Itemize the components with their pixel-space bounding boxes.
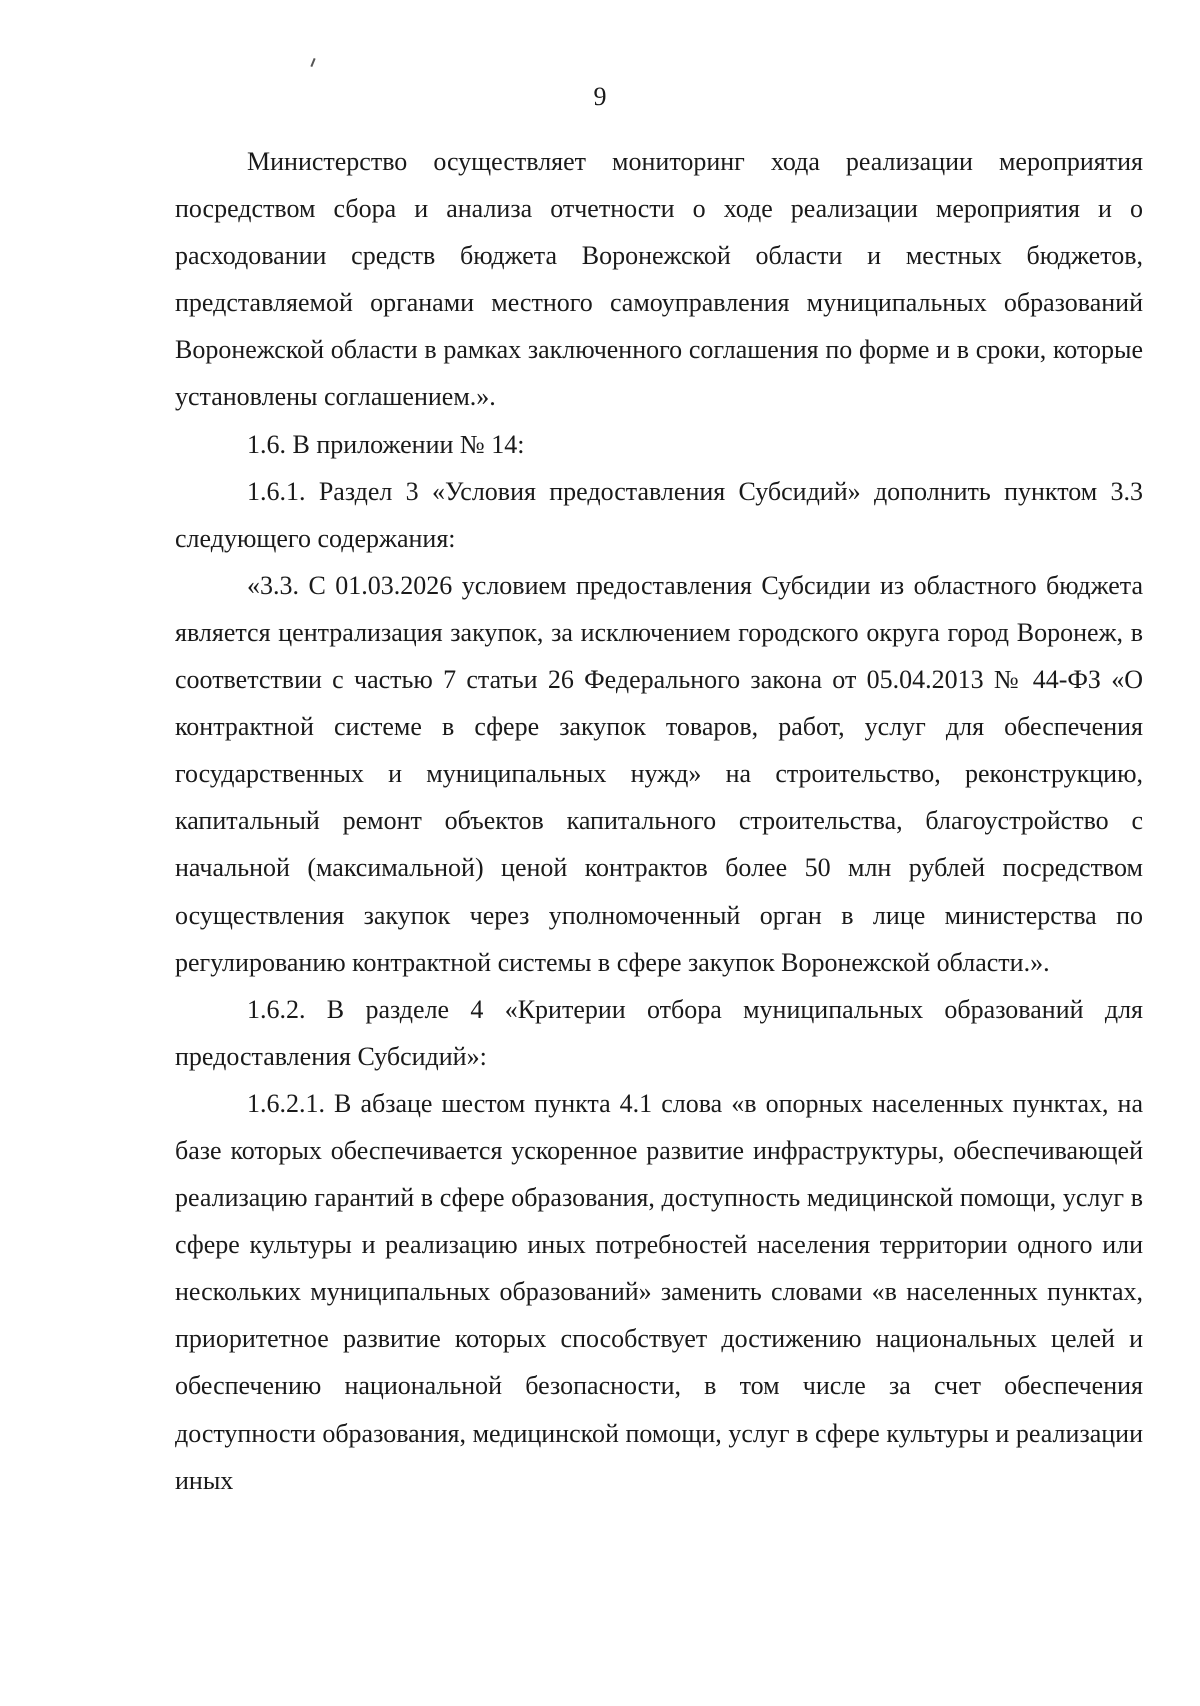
paragraph-1-6-2: 1.6.2. В разделе 4 «Критерии отбора муниципальных образований для предоставления Субсидий»: bbox=[175, 994, 1143, 1071]
paragraph-monitoring: Министерство осуществляет мониторинг хода реализации мероприятия посредством сбора и анализа отчетности о ходе реализации мероприятия и о расходовании средств бюджета Воронежской области и местных бюджетов, представляемой органами местного самоуправления муниципальных образований Воронежской области в рамках заключенного соглашения по форме и в сроки, которые установлены соглашением.». bbox=[175, 147, 1143, 412]
stray-mark bbox=[310, 58, 315, 67]
paragraph-appendix-14: 1.6. В приложении № 14: bbox=[247, 429, 525, 459]
paragraph-1-6-1: 1.6.1. Раздел 3 «Условия предоставления Субсидий» дополнить пунктом 3.3 следующего содержания: bbox=[175, 476, 1143, 553]
paragraph-3-3: «3.3. С 01.03.2026 условием предоставления Субсидии из областного бюджета является централизация закупок, за исключением городского округа город Воронеж, в соответствии с частью 7 статьи 26 Федерального закона от 05.04.2013 № 44-ФЗ «О контрактной системе в сфере закупок товаров, работ, услуг для обеспечения государственных и муниципальных нужд» на строительство, реконструкцию, капитальный ремонт объектов капитального строительства, благоустройство с начальной (максимальной) ценой контрактов более 50 млн рублей посредством осуществления закупок через уполномоченный орган в лице министерства по регулированию контрактной системы в сфере закупок Воронежской области.». bbox=[175, 570, 1143, 977]
paragraph-1-6-2-1: 1.6.2.1. В абзаце шестом пункта 4.1 слова «в опорных населенных пунктах, на базе которых обеспечивается ускоренное развитие инфраструктуры, обеспечивающей реализацию гарантий в сфере образования, доступность медицинской помощи, услуг в сфере культуры и реализацию иных потребностей населения территории одного или нескольких муниципальных образований» заменить словами «в населенных пунктах, приоритетное развитие которых способствует достижению национальных целей и обеспечению национальной безопасности, в том числе за счет обеспечения доступности образования, медицинской помощи, услуг в сфере культуры и реализации иных bbox=[175, 1088, 1143, 1495]
page-number: 9 bbox=[593, 82, 607, 111]
document-body bbox=[175, 138, 1143, 1504]
